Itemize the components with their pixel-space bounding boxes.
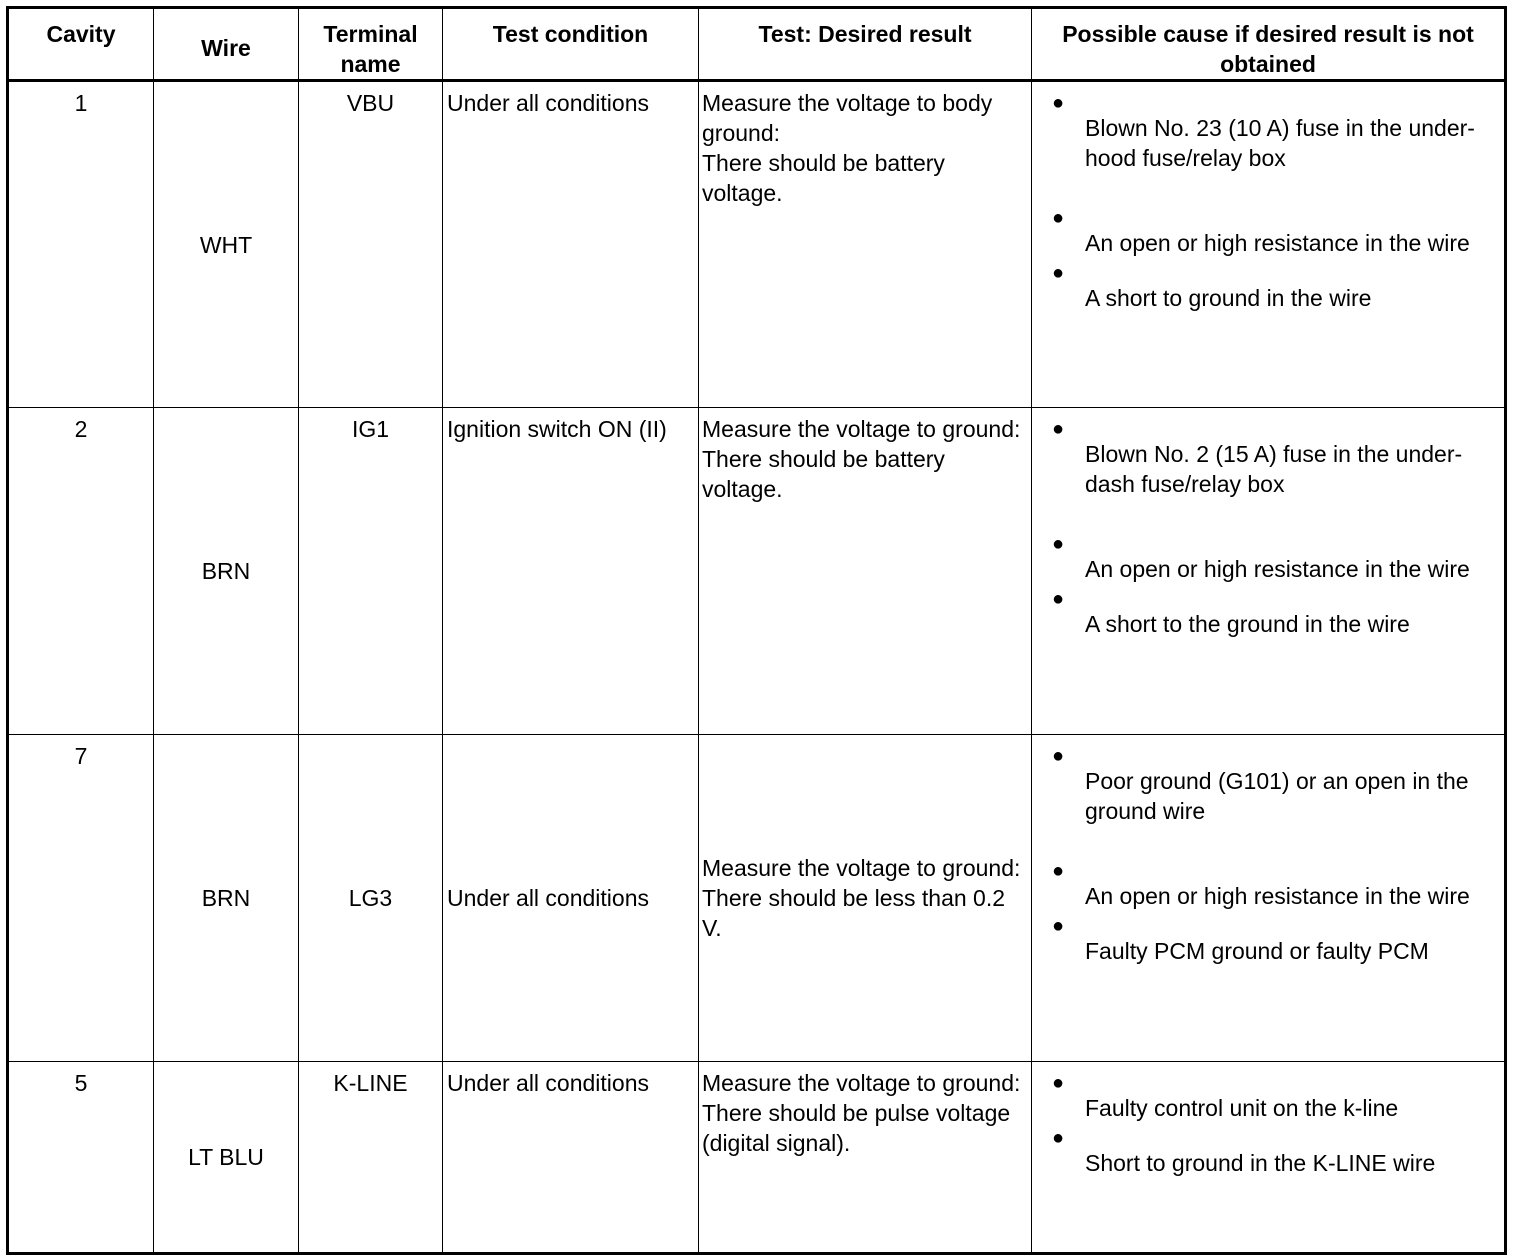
cause-text: An open or high resistance in the wire	[1085, 230, 1470, 256]
cause-text: An open or high resistance in the wire	[1085, 883, 1470, 909]
result-instruction: Measure the voltage to ground:	[702, 855, 1021, 881]
cause-text: Faulty PCM ground or faulty PCM	[1085, 938, 1429, 964]
cavity-cell: 2	[8, 408, 154, 735]
cause-text: A short to the ground in the wire	[1085, 611, 1410, 637]
bullet-icon: ●	[1052, 92, 1065, 114]
result-expected: There should be battery voltage.	[702, 150, 945, 206]
cause-text: An open or high resistance in the wire	[1085, 556, 1470, 582]
header-test-condition: Test condition	[443, 8, 699, 81]
bullet-icon: ●	[1052, 860, 1065, 882]
result-instruction: Measure the voltage to ground:	[702, 416, 1021, 442]
header-possible-cause: Possible cause if desired result is not obtained	[1032, 8, 1506, 81]
table-row	[8, 1062, 1506, 1254]
test-condition-cell: Under all conditions	[443, 1062, 699, 1254]
bullet-icon: ●	[1052, 418, 1065, 440]
possible-cause-cell	[1032, 408, 1506, 735]
cause-list-item	[1032, 258, 1504, 313]
table-row	[8, 735, 1506, 1062]
bullet-icon: ●	[1052, 533, 1065, 555]
desired-result-cell	[699, 408, 1032, 735]
result-expected: There should be pulse voltage (digital signal).	[702, 1100, 1011, 1156]
bullet-icon: ●	[1052, 588, 1065, 610]
bullet-icon: ●	[1052, 1127, 1065, 1149]
bullet-icon: ●	[1052, 207, 1065, 229]
cause-list-item	[1032, 584, 1504, 639]
bullet-icon: ●	[1052, 262, 1065, 284]
table-row	[8, 408, 1506, 735]
test-condition-cell: Ignition switch ON (II)	[443, 408, 699, 735]
cause-text: Poor ground (G101) or an open in the ground wire	[1085, 768, 1469, 824]
cavity-cell: 5	[8, 1062, 154, 1254]
header-row	[8, 8, 1506, 81]
wire-color-cell: LT BLU	[154, 1062, 299, 1254]
connector-test-table	[6, 6, 1507, 1255]
test-condition-cell: Under all conditions	[443, 81, 699, 408]
possible-cause-cell	[1032, 81, 1506, 408]
cause-text: Faulty control unit on the k-line	[1085, 1095, 1399, 1121]
bullet-icon: ●	[1052, 1072, 1065, 1094]
cavity-cell: 7	[8, 735, 154, 1062]
header-wire: Wire	[154, 8, 299, 81]
possible-cause-cell	[1032, 1062, 1506, 1254]
cause-text: Blown No. 2 (15 A) fuse in the under-dash fuse/relay box	[1085, 441, 1463, 497]
result-instruction: Measure the voltage to body ground:	[702, 90, 993, 146]
cavity-cell: 1	[8, 81, 154, 408]
header-desired-result: Test: Desired result	[699, 8, 1032, 81]
desired-result-cell	[699, 1062, 1032, 1254]
wire-color-cell: WHT	[154, 81, 299, 408]
cause-list-item	[1032, 911, 1504, 966]
cause-text: A short to ground in the wire	[1085, 285, 1372, 311]
wire-color-cell: BRN	[154, 735, 299, 1062]
result-expected: There should be less than 0.2 V.	[702, 885, 1006, 941]
terminal-name-cell: LG3	[299, 735, 443, 1062]
cause-list-item	[1032, 1123, 1504, 1178]
header-cavity: Cavity	[8, 8, 154, 81]
desired-result-cell	[699, 81, 1032, 408]
bullet-icon: ●	[1052, 915, 1065, 937]
cause-text: Blown No. 23 (10 A) fuse in the under-hood fuse/relay box	[1085, 115, 1475, 171]
result-instruction: Measure the voltage to ground:	[702, 1070, 1021, 1096]
desired-result-cell	[699, 735, 1032, 1062]
terminal-name-cell: K-LINE	[299, 1062, 443, 1254]
header-terminal-name: Terminal name	[299, 8, 443, 81]
bullet-icon: ●	[1052, 745, 1065, 767]
terminal-name-cell: VBU	[299, 81, 443, 408]
result-expected: There should be battery voltage.	[702, 446, 945, 502]
table-row	[8, 81, 1506, 408]
terminal-name-cell: IG1	[299, 408, 443, 735]
possible-cause-cell	[1032, 735, 1506, 1062]
test-condition-cell: Under all conditions	[443, 735, 699, 1062]
cause-text: Short to ground in the K-LINE wire	[1085, 1150, 1436, 1176]
wire-color-cell: BRN	[154, 408, 299, 735]
